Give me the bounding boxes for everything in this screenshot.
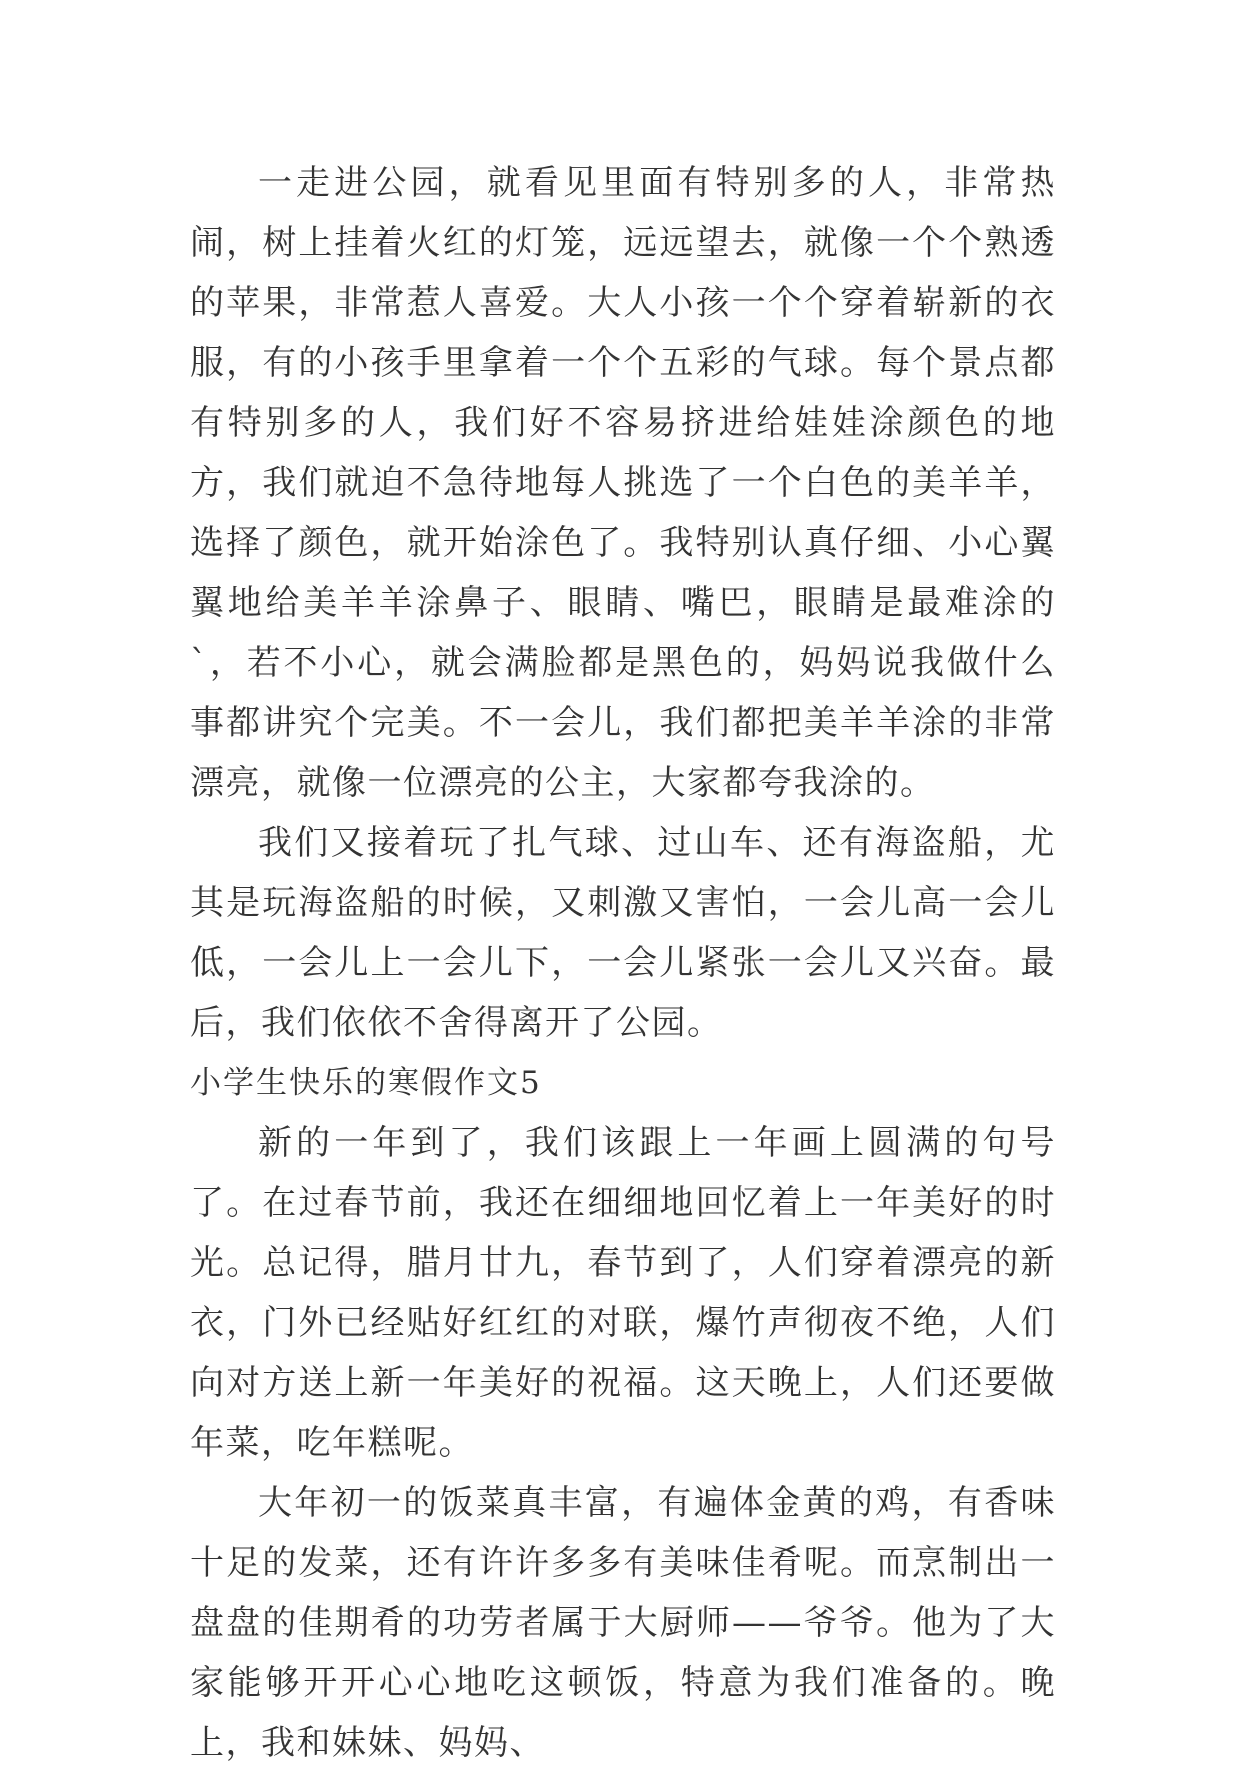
essay-heading: 小学生快乐的寒假作文5 <box>190 1065 542 1101</box>
document-page <box>190 153 1056 1773</box>
paragraph-new-year: 新的一年到了，我们该跟上一年画上圆满的句号了。在过春节前，我还在细细地回忆着上一年美好的时光。总记得，腊月廿九，春节到了，人们穿着漂亮的新衣，门外已经贴好红红的对联，爆竹声彻夜不绝，人们向对方送上新一年美好的祝福。这天晚上，人们还要做年菜，吃年糕呢。 <box>190 1123 1056 1463</box>
paragraph-feast: 大年初一的饭菜真丰富，有遍体金黄的鸡，有香味十足的发菜，还有许许多多有美味佳肴呢。而烹制出一盘盘的佳期肴的功劳者属于大厨师——爷爷。他为了大家能够开开心心地吃这顿饭，特意为我们准备的。晚上，我和妹妹、妈妈、 <box>190 1483 1056 1763</box>
paragraph-park-visit: 一走进公园，就看见里面有特别多的人，非常热闹，树上挂着火红的灯笼，远远望去，就像一个个熟透的苹果，非常惹人喜爱。大人小孩一个个穿着崭新的衣服，有的小孩手里拿着一个个五彩的气球。每个景点都有特别多的人，我们好不容易挤进给娃娃涂颜色的地方，我们就迫不急待地每人挑选了一个白色的美羊羊，选择了颜色，就开始涂色了。我特别认真仔细、小心翼翼地给美羊羊涂鼻子、眼睛、嘴巴，眼睛是最难涂的`，若不小心，就会满脸都是黑色的，妈妈说我做什么事都讲究个完美。不一会儿，我们都把美羊羊涂的非常漂亮，就像一位漂亮的公主，大家都夸我涂的。 <box>190 163 1056 803</box>
paragraph-rides: 我们又接着玩了扎气球、过山车、还有海盗船，尤其是玩海盗船的时候，又刺激又害怕，一会儿高一会儿低，一会儿上一会儿下，一会儿紧张一会儿又兴奋。最后，我们依依不舍得离开了公园。 <box>190 823 1056 1043</box>
